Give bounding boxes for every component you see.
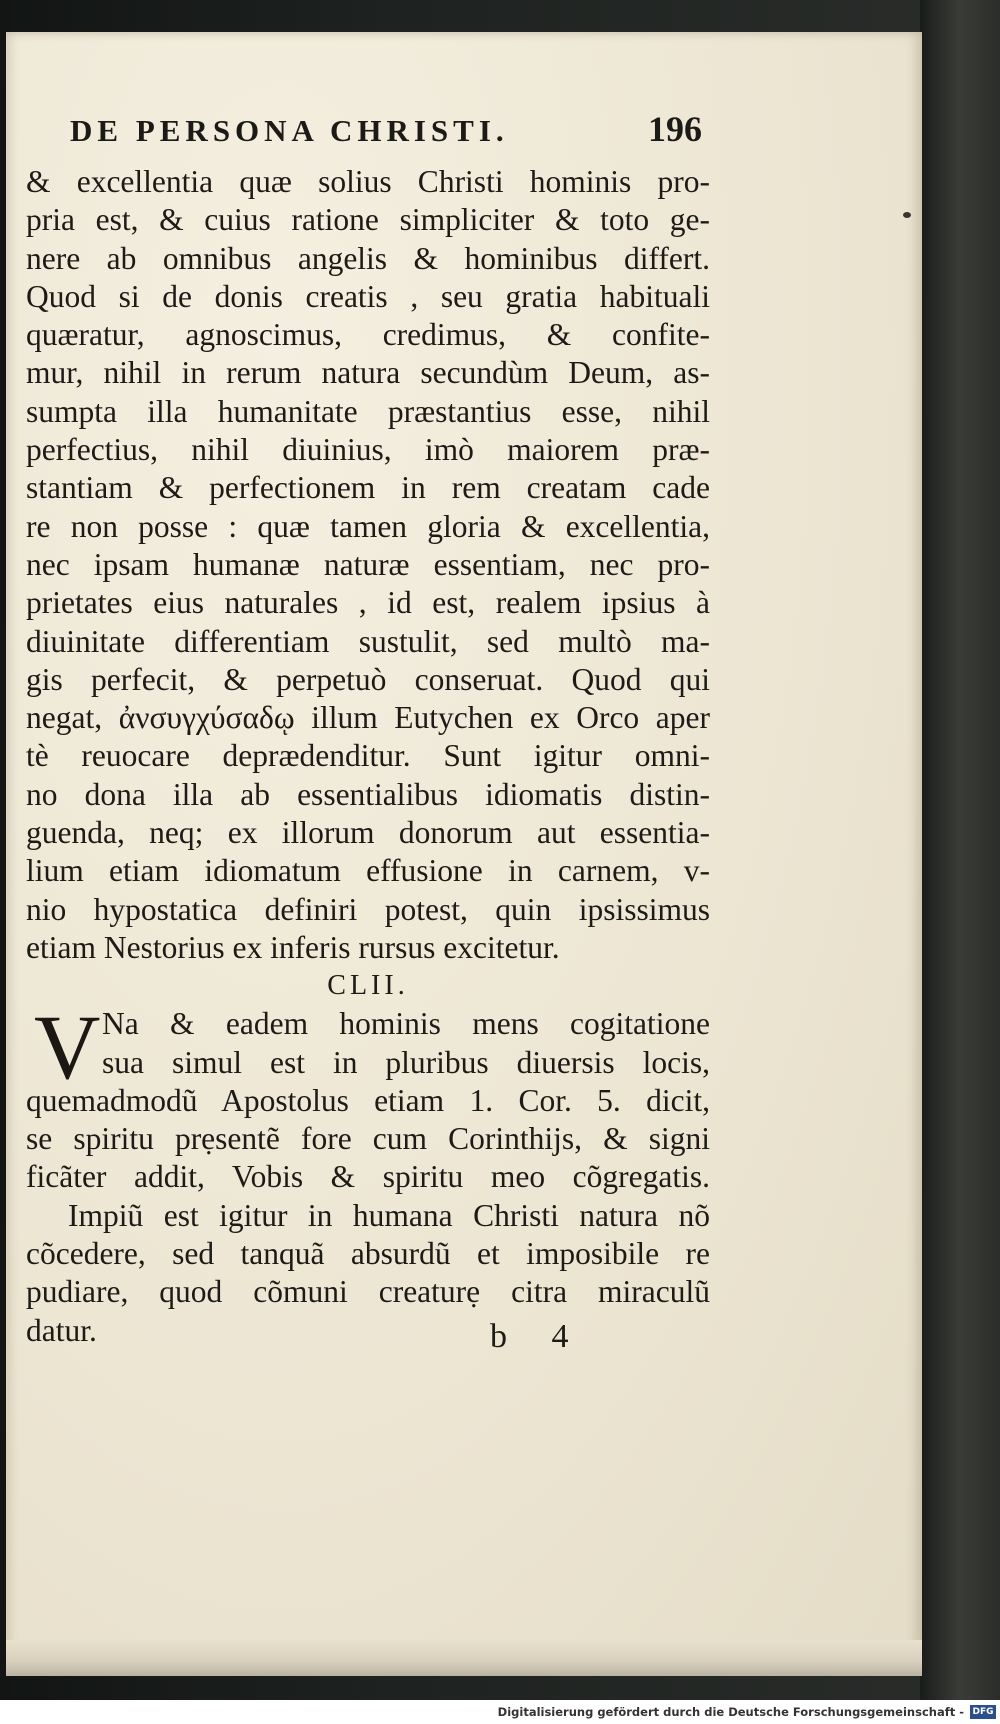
text-line: etiam Nestorius ex inferis rursus excitetur. — [26, 929, 560, 965]
footer-credit: Digitalisierung gefördert durch die Deutsche Forschungsgemeinschaft - — [497, 1705, 964, 1719]
signature-mark: b 4 — [490, 1318, 587, 1355]
text-line: & excellentia quæ solius Christi hominis pro- — [26, 164, 710, 199]
text-line: stantiam & perfectionem in rem creatam cade — [26, 470, 710, 506]
text-line: pria est, & cuius ratione simpliciter & toto ge- — [26, 202, 710, 238]
text-line: ficãter addit, Vobis & spiritu meo cõgregatis. — [26, 1159, 710, 1195]
section-number: CLII. — [327, 970, 409, 1002]
running-title: DE PERSONA CHRISTI. — [70, 113, 509, 148]
text-line: tè reuocare deprædenditur. Sunt igitur omni- — [26, 738, 710, 774]
paragraph-1 — [26, 163, 710, 967]
text-line: gis perfecit, & perpetuò conseruat. Quod qui — [26, 661, 710, 697]
text-line: Impiũ est igitur in humana Christi natura nõ — [68, 1197, 710, 1233]
text-line: Quod si de donis creatis , seu gratia habituali — [26, 278, 710, 314]
dfg-logo-icon: DFG — [970, 1705, 996, 1719]
text-line: se spiritu prẹsentẽ fore cum Corinthijs, & signi — [26, 1121, 710, 1157]
text-line: sumpta illa humanitate præstantius esse, nihil — [26, 393, 710, 429]
footer-bar — [0, 1700, 1000, 1724]
text-line: prietates eius naturales , id est, realem ipsius à — [26, 585, 710, 621]
text-line: quæratur, agnoscimus, credimus, & confite- — [26, 317, 710, 353]
text-line: pudiare, quod cõmuni creaturẹ citra miraculũ — [26, 1274, 710, 1310]
running-head — [70, 108, 702, 154]
text-line: re non posse : quæ tamen gloria & excellentia, — [26, 508, 710, 544]
text-line: mur, nihil in rerum natura secundùm Deum, as- — [26, 355, 710, 391]
text-line: negat, ἀνσυγχύσαδῳ illum Eutychen ex Orco aper — [26, 700, 710, 736]
text-line: no dona illa ab essentialibus idiomatis distin- — [26, 776, 710, 812]
text-line: guenda, neq; ex illorum donorum aut essentia- — [26, 815, 710, 851]
drop-cap-initial: V — [34, 996, 101, 1099]
book-edge — [920, 0, 1000, 1724]
text-line: nec ipsam humanæ naturæ essentiam, nec pro- — [26, 546, 710, 582]
page-body — [26, 163, 710, 1350]
text-line: datur. — [26, 1312, 97, 1348]
text-line: sua simul est in pluribus diuersis locis, — [102, 1044, 710, 1080]
text-line: quemadmodũ Apostolus etiam 1. Cor. 5. dicit, — [26, 1082, 710, 1118]
page-number: 196 — [648, 109, 702, 149]
page-bottom-edge — [6, 1640, 922, 1676]
text-line: Na & eadem hominis mens cogitatione — [102, 1006, 710, 1042]
text-line: lium etiam idiomatum effusione in carnem, v- — [26, 853, 710, 889]
paragraph-3 — [26, 1197, 710, 1350]
text-line: nere ab omnibus angelis & hominibus differt. — [26, 240, 710, 276]
text-line: perfectius, nihil diuinius, imò maiorem præ- — [26, 432, 710, 468]
paragraph-2 — [26, 996, 710, 1196]
text-line: diuinitate differentiam sustulit, sed multò ma- — [26, 623, 710, 659]
text-line: nio hypostatica definiri potest, quin ipsissimus — [26, 891, 710, 927]
text-line: cõcedere, sed tanquã absurdũ et imposibile re — [26, 1236, 710, 1272]
ink-smudge — [903, 212, 911, 218]
